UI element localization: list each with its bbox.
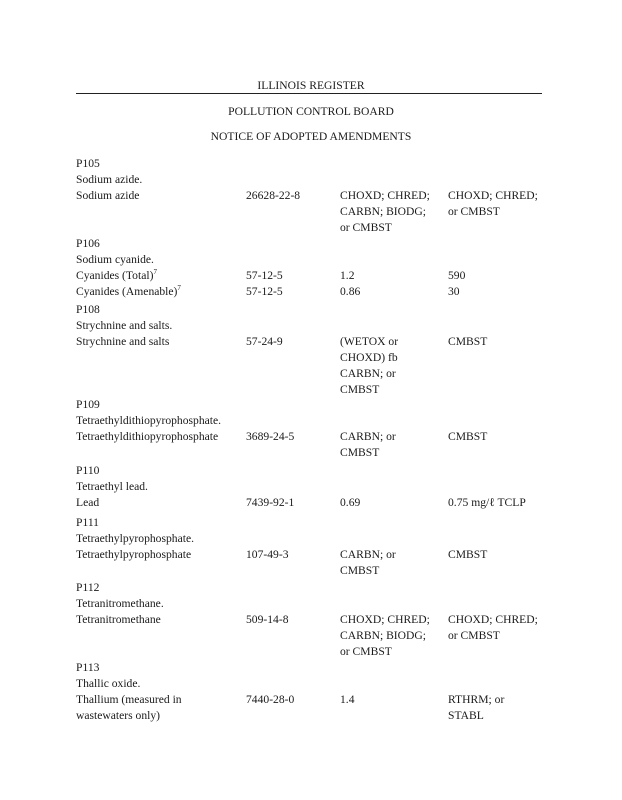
- wastewater-standard: 0.86: [340, 285, 361, 298]
- wastewater-standard: CARBN; or: [340, 430, 396, 443]
- nonwastewater-standard: 30: [448, 285, 460, 298]
- wastewater-standard: CHOXD; CHRED;: [340, 613, 430, 626]
- cas-number: 7440-28-0: [246, 693, 295, 706]
- wastewater-standard: CHOXD) fb: [340, 351, 398, 364]
- wastewater-standard: 1.4: [340, 693, 355, 706]
- cas-number: 57-12-5: [246, 269, 283, 282]
- cas-number: 57-12-5: [246, 285, 283, 298]
- board-title: POLLUTION CONTROL BOARD: [228, 105, 394, 118]
- nonwastewater-standard: or CMBST: [448, 629, 500, 642]
- constituent-name: Tetraethyldithiopyrophosphate: [76, 430, 219, 443]
- notice-title: NOTICE OF ADOPTED AMENDMENTS: [210, 130, 412, 143]
- constituent-name: Strychnine and salts: [76, 335, 170, 348]
- constituent-name-continued: wastewaters only): [76, 709, 161, 722]
- wastewater-standard: 1.2: [340, 269, 355, 282]
- waste-name: Tetraethyl lead.: [76, 480, 148, 493]
- constituent-name: Cyanides (Total)$^7$: [76, 268, 157, 282]
- wastewater-standard: CARBN; BIODG;: [340, 629, 426, 642]
- waste-name: Tetraethylpyrophosphate.: [76, 532, 194, 545]
- nonwastewater-standard: 590: [448, 269, 466, 282]
- wastewater-standard: CHOXD; CHRED;: [340, 189, 430, 202]
- waste-code: P113: [76, 661, 100, 674]
- nonwastewater-standard: CMBST: [448, 430, 488, 443]
- wastewater-standard: CMBST: [340, 383, 380, 396]
- constituent-name: Tetranitromethane: [76, 613, 161, 626]
- nonwastewater-standard: 0.75 mg/ℓ TCLP: [448, 496, 526, 509]
- wastewater-standard: 0.69: [340, 496, 361, 509]
- nonwastewater-standard: RTHRM; or: [448, 693, 505, 706]
- cas-number: 509-14-8: [246, 613, 289, 626]
- wastewater-standard: CMBST: [340, 446, 380, 459]
- cas-number: 7439-92-1: [246, 496, 295, 509]
- cas-number: 3689-24-5: [246, 430, 295, 443]
- footnote-marker: 7: [153, 268, 157, 277]
- waste-name: Sodium azide.: [76, 173, 143, 186]
- register-title: ILLINOIS REGISTER: [257, 79, 365, 92]
- wastewater-standard: CARBN; BIODG;: [340, 205, 426, 218]
- constituent-name: Cyanides (Amenable)$^7$: [76, 284, 181, 298]
- nonwastewater-standard: or CMBST: [448, 205, 500, 218]
- header-rule: [76, 93, 542, 94]
- waste-code: P111: [76, 516, 99, 529]
- waste-code: P105: [76, 157, 100, 170]
- wastewater-standard: CMBST: [340, 564, 380, 577]
- nonwastewater-standard: CHOXD; CHRED;: [448, 613, 538, 626]
- waste-name: Tetraethyldithiopyrophosphate.: [76, 414, 222, 427]
- nonwastewater-standard: CMBST: [448, 548, 488, 561]
- waste-name: Strychnine and salts.: [76, 319, 173, 332]
- cas-number: 26628-22-8: [246, 189, 301, 202]
- waste-code: P108: [76, 303, 100, 316]
- waste-code: P112: [76, 581, 100, 594]
- wastewater-standard: CARBN; or: [340, 548, 396, 561]
- constituent-name: Thallium (measured in: [76, 693, 182, 706]
- constituent-name: Sodium azide: [76, 189, 140, 202]
- waste-name: Tetranitromethane.: [76, 597, 164, 610]
- waste-code: P110: [76, 464, 100, 477]
- nonwastewater-standard: CMBST: [448, 335, 488, 348]
- footnote-marker: 7: [177, 284, 181, 293]
- waste-name: Sodium cyanide.: [76, 253, 154, 266]
- waste-code: P106: [76, 237, 100, 250]
- cas-number: 57-24-9: [246, 335, 283, 348]
- nonwastewater-standard: STABL: [448, 709, 484, 722]
- waste-code: P109: [76, 398, 100, 411]
- waste-name: Thallic oxide.: [76, 677, 141, 690]
- wastewater-standard: CARBN; or: [340, 367, 396, 380]
- wastewater-standard: or CMBST: [340, 645, 392, 658]
- cas-number: 107-49-3: [246, 548, 289, 561]
- constituent-name: Tetraethylpyrophosphate: [76, 548, 192, 561]
- wastewater-standard: (WETOX or: [340, 335, 399, 348]
- constituent-name: Lead: [76, 496, 100, 509]
- wastewater-standard: or CMBST: [340, 221, 392, 234]
- nonwastewater-standard: CHOXD; CHRED;: [448, 189, 538, 202]
